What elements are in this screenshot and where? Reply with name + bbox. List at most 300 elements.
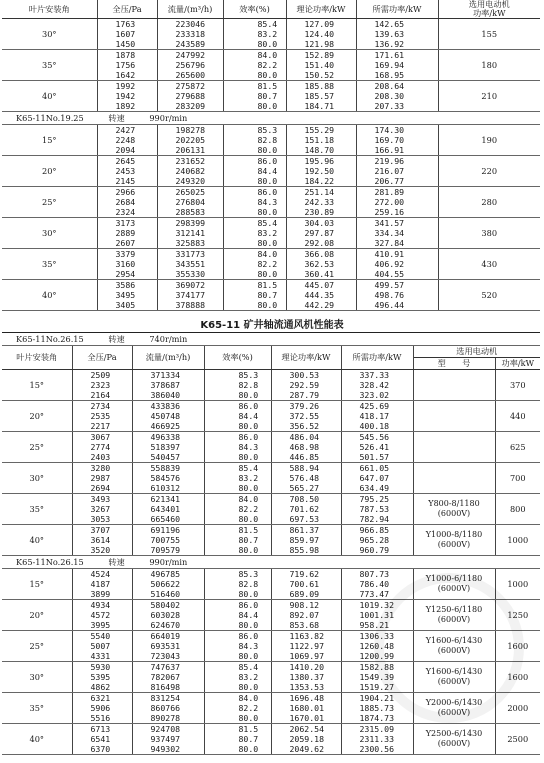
efficiency-cell-value: 80.7 (238, 734, 259, 744)
theory-power-cell-value: 859.97 (289, 535, 320, 545)
efficiency-cell-value: 85.4 (257, 218, 278, 228)
pressure-cell-value: 3614 (90, 535, 111, 545)
flow-cell-value: 580402 (150, 600, 181, 610)
efficiency-cell (223, 218, 286, 249)
efficiency-cell-value: 84.4 (238, 411, 259, 421)
motor-type (413, 463, 495, 494)
efficiency-cell-value: 85.3 (238, 370, 259, 380)
header-motor-line1: 选用电动机 (468, 0, 510, 9)
required-power-cell-value: 174.30 (374, 125, 405, 135)
efficiency-cell-value: 86.0 (238, 401, 259, 411)
efficiency-cell (204, 432, 271, 463)
efficiency-cell-value: 82.8 (238, 579, 259, 589)
flow-cell-value: 558839 (150, 463, 181, 473)
theory-power-cell-value: 151.40 (304, 60, 335, 70)
efficiency-cell-value: 80.0 (238, 651, 259, 661)
theory-power-cell-value: 366.08 (304, 249, 335, 259)
flow-cell-value: 198278 (175, 125, 206, 135)
pressure-cell-value: 2645 (115, 156, 136, 166)
pressure-cell-value: 1756 (115, 60, 136, 70)
flow-cell (157, 249, 223, 280)
required-power-cell-value: 501.57 (359, 452, 390, 462)
table-row (2, 19, 540, 50)
pressure-cell-value: 5540 (90, 631, 111, 641)
required-power-cell-value: 208.30 (374, 91, 405, 101)
pressure-cell-value: 3995 (90, 620, 111, 630)
efficiency-cell (204, 662, 271, 693)
flow-cell-value: 603028 (150, 610, 181, 620)
flow-cell-value: 831254 (150, 693, 181, 703)
required-power-cell-value: 787.53 (359, 504, 390, 514)
required-power-cell-value: 142.65 (374, 19, 405, 29)
motor-power: 800 (495, 494, 540, 525)
required-power-cell-value: 341.57 (374, 218, 405, 228)
pressure-cell-value: 3160 (115, 259, 136, 269)
theory-power-cell-value: 446.85 (289, 452, 320, 462)
theory-power-cell-value: 1696.48 (289, 693, 325, 703)
theory-power-cell-value: 442.29 (304, 300, 335, 310)
header-pressure: 全压/Pa (97, 0, 157, 19)
efficiency-cell-value: 82.2 (238, 703, 259, 713)
motor-power: 700 (495, 463, 540, 494)
header-motor-line2: 功率/kW (472, 8, 506, 18)
theory-power-cell-value: 892.07 (289, 610, 320, 620)
theory-power-cell-value: 1122.97 (289, 641, 325, 651)
pressure-cell-value: 2684 (115, 197, 136, 207)
efficiency-cell-value: 80.0 (238, 682, 259, 692)
required-power-cell-value: 782.94 (359, 514, 390, 524)
pressure-cell (72, 569, 132, 600)
motor-power: 1600 (495, 662, 540, 693)
pressure-cell-value: 4524 (90, 569, 111, 579)
pressure-cell (72, 432, 132, 463)
blade-angle: 40° (2, 724, 72, 755)
flow-cell-value: 540457 (150, 452, 181, 462)
table-2-header (2, 346, 540, 358)
theory-power-cell (286, 50, 356, 81)
efficiency-cell (204, 631, 271, 662)
pressure-cell-value: 4331 (90, 651, 111, 661)
motor-power: 430 (438, 249, 540, 280)
blade-angle: 40° (2, 81, 97, 112)
efficiency-cell-value: 85.3 (257, 125, 278, 135)
required-power-cell-value: 168.95 (374, 70, 405, 80)
header-angle: 叶片安装角 (2, 346, 72, 370)
header-motor: 选用电动机 (413, 346, 540, 358)
required-power-cell-value: 166.91 (374, 145, 405, 155)
pressure-cell (97, 249, 157, 280)
required-power-cell (341, 401, 413, 432)
required-power-cell (356, 125, 438, 156)
theory-power-cell-value: 468.98 (289, 442, 320, 452)
blade-angle: 20° (2, 600, 72, 631)
theory-power-cell (271, 724, 341, 755)
motor-power: 155 (438, 19, 540, 50)
required-power-cell-value: 1001.31 (359, 610, 395, 620)
efficiency-cell-value: 80.0 (238, 545, 259, 555)
theory-power-cell-value: 185.88 (304, 81, 335, 91)
efficiency-cell (223, 156, 286, 187)
blade-angle: 15° (2, 370, 72, 401)
pressure-cell (97, 50, 157, 81)
pressure-cell-value: 3495 (115, 290, 136, 300)
efficiency-cell-value: 80.0 (257, 269, 278, 279)
flow-cell-value: 206131 (175, 145, 206, 155)
theory-power-cell-value: 300.53 (289, 370, 320, 380)
theory-power-cell-value: 184.71 (304, 101, 335, 111)
required-power-cell (356, 50, 438, 81)
required-power-cell (341, 494, 413, 525)
motor-type (413, 370, 495, 401)
theory-power-cell-value: 1670.01 (289, 713, 325, 723)
efficiency-cell-value: 80.0 (238, 589, 259, 599)
efficiency-cell-value: 80.0 (238, 744, 259, 754)
theory-power-cell (286, 187, 356, 218)
flow-cell-value: 283209 (175, 101, 206, 111)
table-row (2, 494, 540, 525)
speed-label: 转速 (108, 556, 125, 567)
pressure-cell-value: 6370 (90, 744, 111, 754)
theory-power-cell-value: 356.52 (289, 421, 320, 431)
required-power-cell-value: 208.64 (374, 81, 405, 91)
efficiency-cell-value: 80.0 (238, 514, 259, 524)
theory-power-cell (286, 156, 356, 187)
theory-power-cell-value: 155.29 (304, 125, 335, 135)
motor-type (413, 401, 495, 432)
flow-cell-value: 433836 (150, 401, 181, 411)
theory-power-cell-value: 304.03 (304, 218, 335, 228)
flow-cell (132, 631, 204, 662)
required-power-cell-value: 795.25 (359, 494, 390, 504)
speed-value: 990r/min (149, 112, 188, 123)
theory-power-cell-value: 486.04 (289, 432, 320, 442)
theory-power-cell-value: 184.22 (304, 176, 335, 186)
pressure-cell-value: 2987 (90, 473, 111, 483)
efficiency-cell-value: 83.2 (257, 228, 278, 238)
efficiency-cell-value: 80.0 (257, 300, 278, 310)
pressure-cell-value: 4572 (90, 610, 111, 620)
required-power-cell-value: 207.33 (374, 101, 405, 111)
theory-power-cell-value: 1353.53 (289, 682, 325, 692)
flow-cell-value: 890278 (150, 713, 181, 723)
header-motor (438, 0, 540, 19)
flow-cell (132, 693, 204, 724)
efficiency-cell (204, 401, 271, 432)
pressure-cell (72, 600, 132, 631)
theory-power-cell (271, 662, 341, 693)
required-power-cell-value: 1582.88 (359, 662, 395, 672)
pressure-cell-value: 3586 (115, 280, 136, 290)
pressure-cell-value: 4934 (90, 600, 111, 610)
model-number: K65-11No.26.15 (16, 556, 84, 567)
efficiency-cell-value: 84.3 (257, 197, 278, 207)
pressure-cell-value: 2324 (115, 207, 136, 217)
theory-power-cell-value: 251.14 (304, 187, 335, 197)
flow-cell-value: 325883 (175, 238, 206, 248)
theory-power-cell-value: 292.59 (289, 380, 320, 390)
flow-cell-value: 369072 (175, 280, 206, 290)
required-power-cell-value: 498.76 (374, 290, 405, 300)
pressure-cell-value: 5395 (90, 672, 111, 682)
efficiency-cell-value: 86.0 (238, 600, 259, 610)
flow-cell (157, 156, 223, 187)
pressure-cell-value: 5906 (90, 703, 111, 713)
efficiency-cell (223, 125, 286, 156)
theory-power-cell-value: 908.12 (289, 600, 320, 610)
pressure-cell-value: 1642 (115, 70, 136, 80)
required-power-cell (341, 432, 413, 463)
theory-power-cell-value: 362.53 (304, 259, 335, 269)
required-power-cell-value: 496.44 (374, 300, 405, 310)
flow-cell-value: 700755 (150, 535, 181, 545)
efficiency-cell-value: 84.4 (238, 610, 259, 620)
theory-power-cell (286, 218, 356, 249)
table-1-header (2, 0, 540, 19)
theory-power-cell-value: 242.33 (304, 197, 335, 207)
pressure-cell (72, 631, 132, 662)
table-row (2, 525, 540, 556)
efficiency-cell-value: 80.0 (257, 238, 278, 248)
theory-power-cell (286, 280, 356, 311)
required-power-cell-value: 1019.32 (359, 600, 395, 610)
flow-cell-value: 816498 (150, 682, 181, 692)
flow-cell-value: 243589 (175, 39, 206, 49)
blade-angle: 35° (2, 50, 97, 81)
required-power-cell-value: 136.92 (374, 39, 405, 49)
blade-angle: 35° (2, 693, 72, 724)
motor-type (413, 432, 495, 463)
pressure-cell (97, 218, 157, 249)
required-power-cell-value: 139.63 (374, 29, 405, 39)
theory-power-cell (271, 401, 341, 432)
blade-angle: 25° (2, 631, 72, 662)
required-power-cell-value: 966.85 (359, 525, 390, 535)
efficiency-cell-value: 80.0 (257, 39, 278, 49)
flow-cell (132, 463, 204, 494)
flow-cell-value: 610312 (150, 483, 181, 493)
motor-power: 625 (495, 432, 540, 463)
flow-cell-value: 355330 (175, 269, 206, 279)
pressure-cell-value: 2403 (90, 452, 111, 462)
efficiency-cell-value: 82.8 (238, 380, 259, 390)
flow-cell-value: 949302 (150, 744, 181, 754)
pressure-cell (72, 662, 132, 693)
theory-power-cell-value: 576.48 (289, 473, 320, 483)
required-power-cell-value: 1306.33 (359, 631, 395, 641)
pressure-cell-value: 6321 (90, 693, 111, 703)
speed-label: 转速 (108, 333, 125, 344)
required-power-cell-value: 773.47 (359, 589, 390, 599)
pressure-cell-value: 1607 (115, 29, 136, 39)
flow-cell-value: 247992 (175, 50, 206, 60)
efficiency-cell-value: 81.5 (257, 280, 278, 290)
required-power-cell-value: 807.73 (359, 569, 390, 579)
pressure-cell-value: 2954 (115, 269, 136, 279)
header-required-power: 所需功率/kW (356, 0, 438, 19)
efficiency-cell-value: 80.0 (257, 207, 278, 217)
required-power-cell-value: 1260.48 (359, 641, 395, 651)
pressure-cell-value: 2535 (90, 411, 111, 421)
efficiency-cell-value: 80.7 (257, 290, 278, 300)
efficiency-cell-value: 81.5 (238, 724, 259, 734)
theory-power-cell (271, 370, 341, 401)
efficiency-cell-value: 80.0 (257, 145, 278, 155)
flow-cell (157, 187, 223, 218)
required-power-cell (356, 218, 438, 249)
pressure-cell-value: 3707 (90, 525, 111, 535)
table-1-section-2 (2, 125, 540, 311)
efficiency-cell-value: 80.0 (238, 452, 259, 462)
motor-type: Y2500-6/1430 (6000V) (413, 724, 495, 755)
efficiency-cell-value: 80.0 (257, 101, 278, 111)
flow-cell-value: 723043 (150, 651, 181, 661)
flow-cell-value: 664019 (150, 631, 181, 641)
table-row (2, 218, 540, 249)
theory-power-cell-value: 127.09 (304, 19, 335, 29)
pressure-cell-value: 2217 (90, 421, 111, 431)
flow-cell-value: 518397 (150, 442, 181, 452)
watermark-seal (374, 573, 524, 723)
theory-power-cell-value: 700.61 (289, 579, 320, 589)
flow-cell-value: 860766 (150, 703, 181, 713)
theory-power-cell (271, 569, 341, 600)
required-power-cell-value: 2300.56 (359, 744, 395, 754)
theory-power-cell-value: 445.07 (304, 280, 335, 290)
flow-cell-value: 782067 (150, 672, 181, 682)
pressure-cell (97, 19, 157, 50)
theory-power-cell-value: 360.41 (304, 269, 335, 279)
required-power-cell-value: 545.56 (359, 432, 390, 442)
motor-power: 1600 (495, 631, 540, 662)
flow-cell-value: 506622 (150, 579, 181, 589)
required-power-cell (341, 370, 413, 401)
blade-angle: 30° (2, 218, 97, 249)
theory-power-cell-value: 124.40 (304, 29, 335, 39)
efficiency-cell-value: 81.5 (257, 81, 278, 91)
header-flow: 流量/(m³/h) (132, 346, 204, 370)
theory-power-cell-value: 861.37 (289, 525, 320, 535)
efficiency-cell (204, 724, 271, 755)
motor-type: Y1600-6/1430 (6000V) (413, 631, 495, 662)
theory-power-cell-value: 701.62 (289, 504, 320, 514)
theory-power-cell-value: 192.50 (304, 166, 335, 176)
blade-angle: 20° (2, 156, 97, 187)
required-power-cell-value: 1885.73 (359, 703, 395, 713)
required-power-cell-value: 960.79 (359, 545, 390, 555)
pressure-cell-value: 3053 (90, 514, 111, 524)
table-row (2, 50, 540, 81)
flow-cell-value: 378687 (150, 380, 181, 390)
pressure-cell-value: 2607 (115, 238, 136, 248)
pressure-cell-value: 5007 (90, 641, 111, 651)
header-theory-power: 理论功率/kW (286, 0, 356, 19)
flow-cell-value: 466925 (150, 421, 181, 431)
blade-angle: 35° (2, 494, 72, 525)
flow-cell (157, 280, 223, 311)
pressure-cell-value: 2453 (115, 166, 136, 176)
motor-power: 380 (438, 218, 540, 249)
pressure-cell (72, 525, 132, 556)
pressure-cell-value: 2734 (90, 401, 111, 411)
pressure-cell-value: 6541 (90, 734, 111, 744)
theory-power-cell-value: 152.89 (304, 50, 335, 60)
flow-cell-value: 693531 (150, 641, 181, 651)
pressure-cell-value: 3520 (90, 545, 111, 555)
table-row (2, 125, 540, 156)
speed-value: 740r/min (149, 333, 188, 344)
efficiency-cell-value: 80.0 (238, 713, 259, 723)
motor-power: 1000 (495, 569, 540, 600)
theory-power-cell-value: 195.96 (304, 156, 335, 166)
motor-power: 1000 (495, 525, 540, 556)
pressure-cell-value: 1450 (115, 39, 136, 49)
flow-cell-value: 621341 (150, 494, 181, 504)
pressure-cell-value: 3280 (90, 463, 111, 473)
flow-cell-value: 265025 (175, 187, 206, 197)
pressure-cell (72, 401, 132, 432)
blade-angle: 30° (2, 19, 97, 50)
pressure-cell (97, 280, 157, 311)
flow-cell-value: 288583 (175, 207, 206, 217)
header-angle: 叶片安装角 (2, 0, 97, 19)
flow-cell-value: 924708 (150, 724, 181, 734)
theory-power-cell (271, 432, 341, 463)
theory-power-cell (286, 125, 356, 156)
required-power-cell (356, 187, 438, 218)
flow-cell-value: 202205 (175, 135, 206, 145)
header-pressure: 全压/Pa (72, 346, 132, 370)
motor-power: 190 (438, 125, 540, 156)
model-info-row (2, 333, 540, 346)
pressure-cell-value: 1763 (115, 19, 136, 29)
pressure-cell-value: 2889 (115, 228, 136, 238)
efficiency-cell-value: 86.0 (238, 631, 259, 641)
required-power-cell (356, 19, 438, 50)
theory-power-cell-value: 2059.18 (289, 734, 325, 744)
efficiency-cell (204, 569, 271, 600)
efficiency-cell-value: 84.0 (238, 494, 259, 504)
flow-cell (132, 370, 204, 401)
required-power-cell-value: 1874.73 (359, 713, 395, 723)
theory-power-cell (286, 19, 356, 50)
pressure-cell-value: 3493 (90, 494, 111, 504)
theory-power-cell-value: 1410.20 (289, 662, 325, 672)
pressure-cell (72, 724, 132, 755)
flow-cell (157, 218, 223, 249)
theory-power-cell-value: 565.27 (289, 483, 320, 493)
motor-type: Y1000-8/1180 (6000V) (413, 525, 495, 556)
required-power-cell (356, 280, 438, 311)
pressure-cell (97, 156, 157, 187)
table-row (2, 81, 540, 112)
efficiency-cell-value: 82.2 (257, 60, 278, 70)
pressure-cell-value: 1942 (115, 91, 136, 101)
required-power-cell-value: 647.07 (359, 473, 390, 483)
flow-cell (132, 525, 204, 556)
model-number: K65-11No.19.25 (16, 112, 84, 123)
theory-power-cell-value: 287.79 (289, 390, 320, 400)
flow-cell (157, 19, 223, 50)
theory-power-cell (286, 81, 356, 112)
required-power-cell-value: 171.61 (374, 50, 405, 60)
efficiency-cell-value: 80.0 (238, 483, 259, 493)
efficiency-cell-value: 85.4 (238, 662, 259, 672)
pressure-cell-value: 2145 (115, 176, 136, 186)
efficiency-cell-value: 84.4 (257, 166, 278, 176)
blade-angle: 15° (2, 569, 72, 600)
flow-cell-value: 249320 (175, 176, 206, 186)
theory-power-cell-value: 1380.37 (289, 672, 325, 682)
